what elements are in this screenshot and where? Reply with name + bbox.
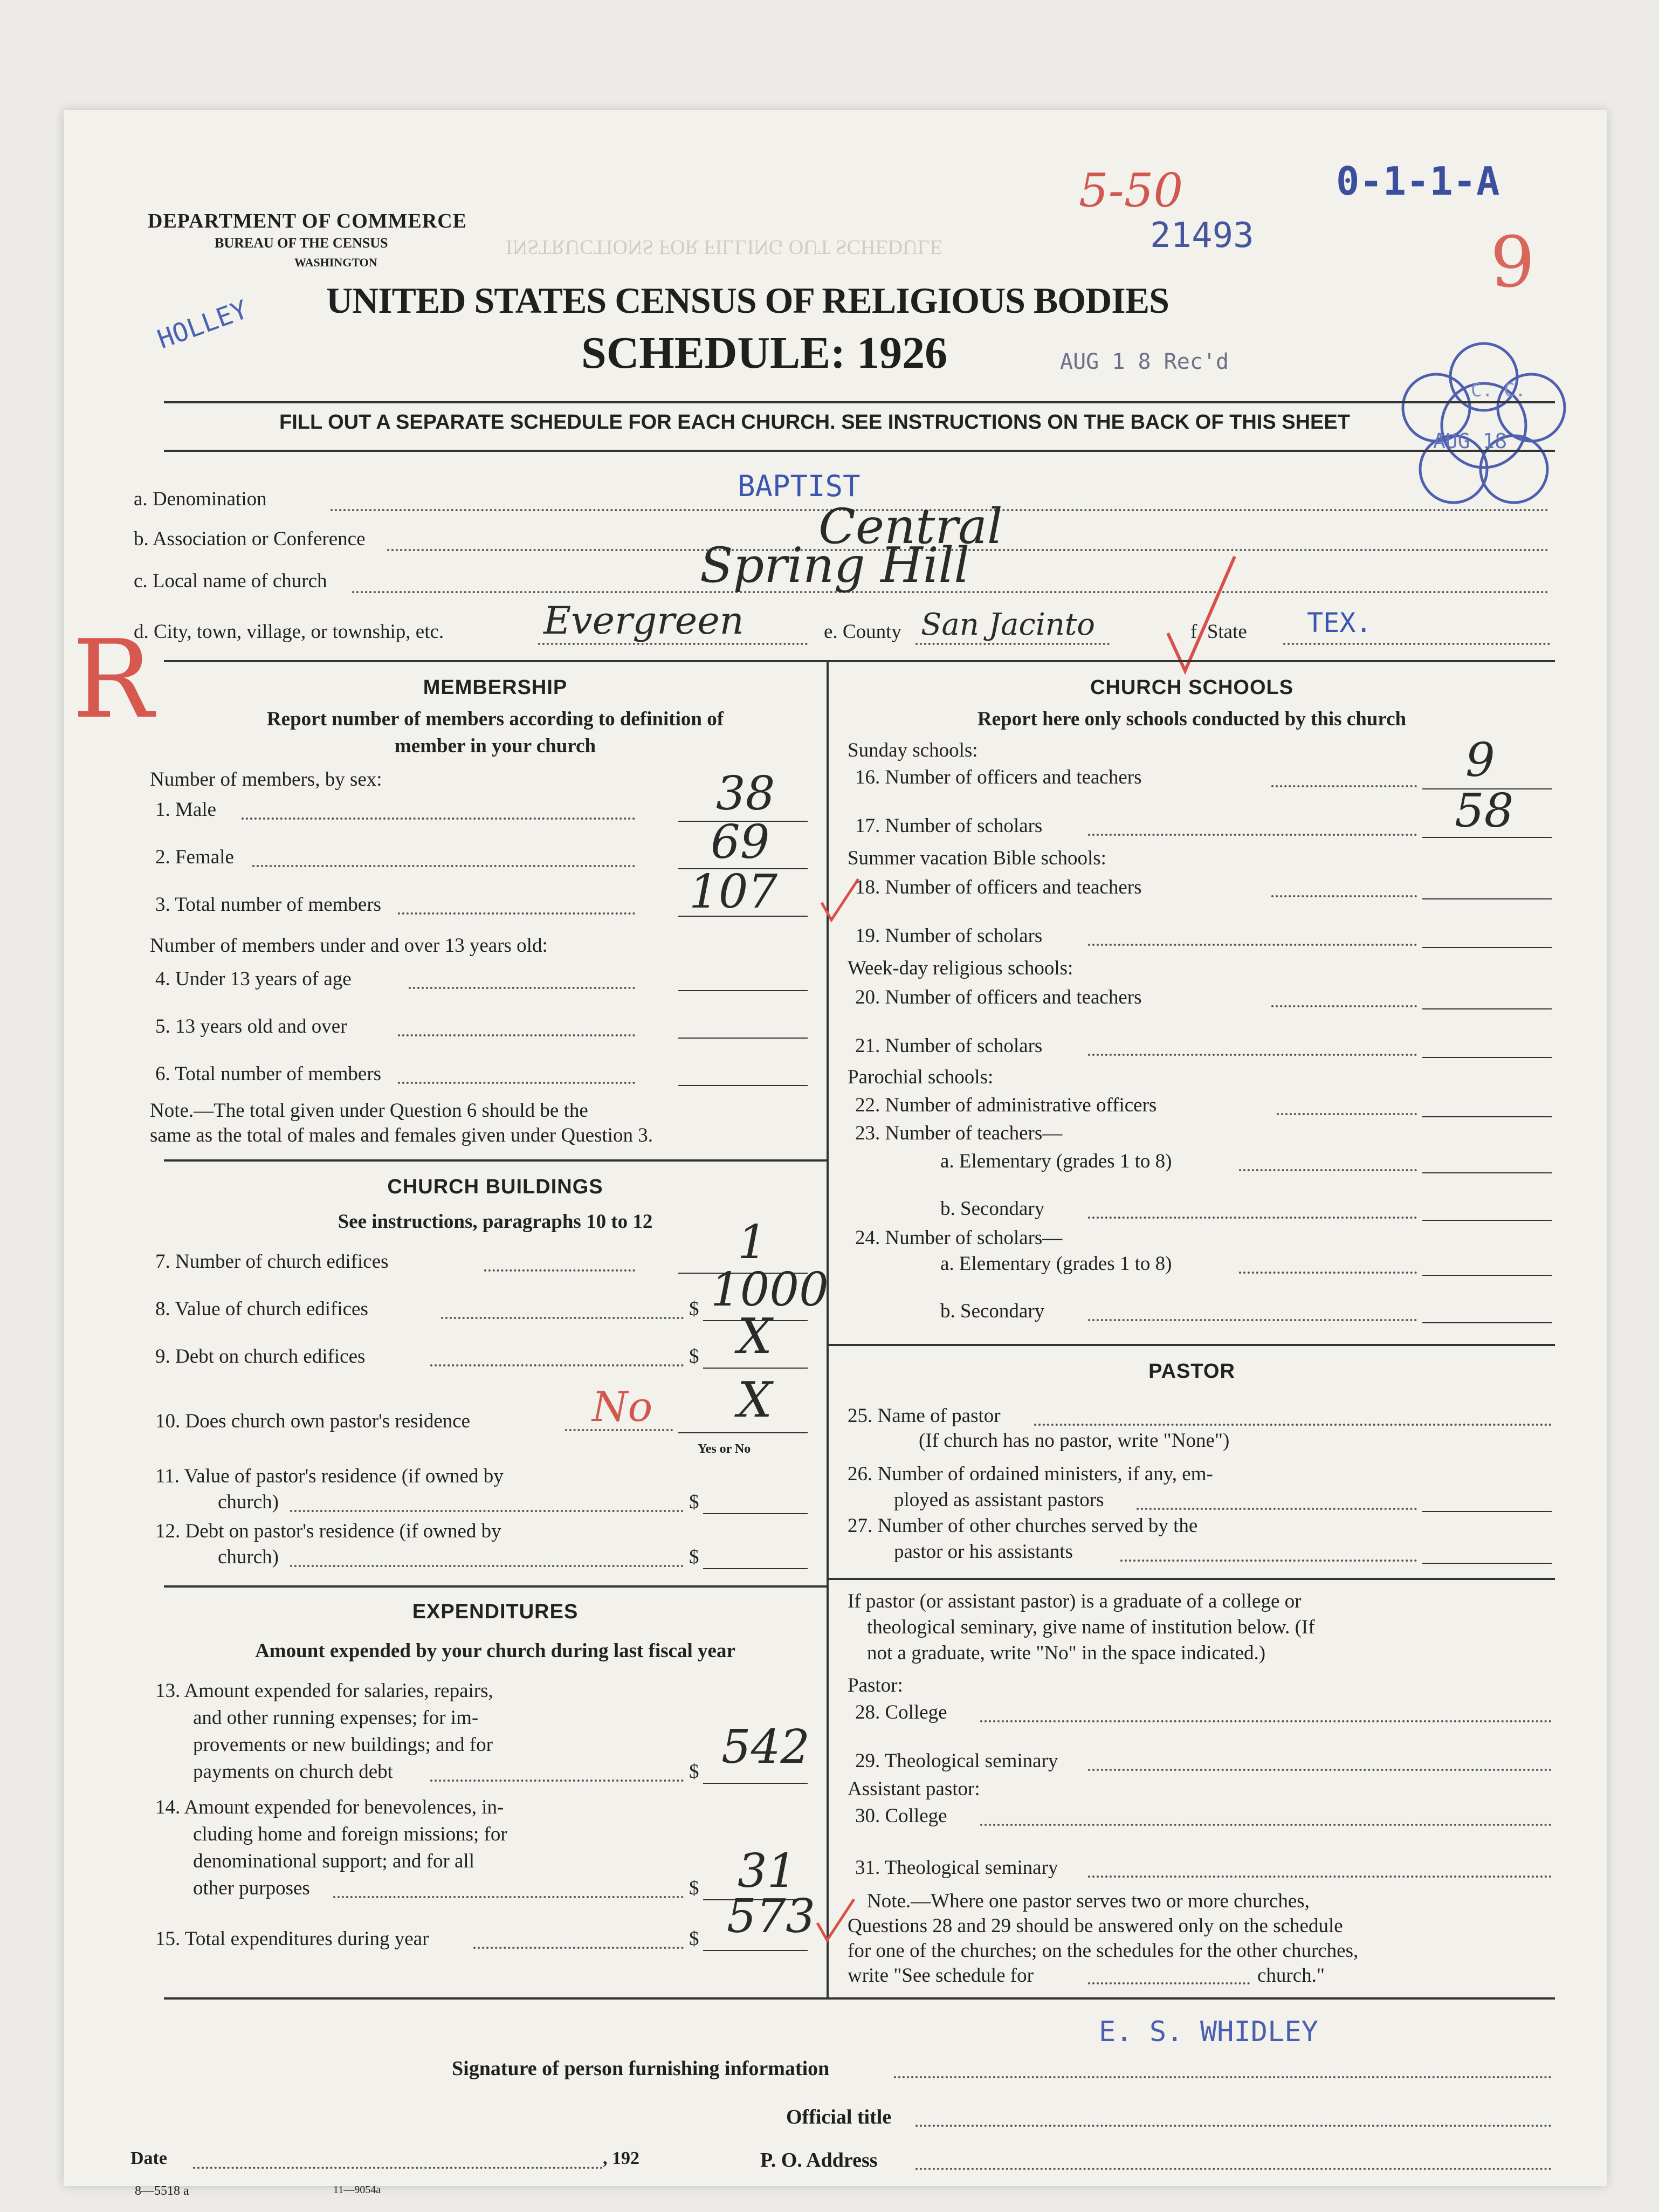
admin-officers-dots [1277,1113,1417,1115]
sunday-scholars-dots [1088,834,1417,836]
header-bottom-rule [164,450,1555,452]
residence-debt-line [703,1568,808,1569]
census-schedule-paper [64,110,1607,2198]
church-edifices-value-value: 1000 [711,1263,829,1317]
expenditures-heading: EXPENDITURES [412,1600,579,1623]
total-members-2-label: 6. Total number of members [155,1063,382,1085]
denomination-value: BAPTIST [738,469,861,503]
summer-officers-dots [1271,895,1417,897]
other-churches-line [1422,1563,1552,1564]
graduate-instruction-2: theological seminary, give name of institution below. (If [867,1616,1315,1638]
city-line [538,643,808,645]
pastor-seminary-dots [1088,1769,1552,1771]
teachers-secondary-label: b. Secondary [940,1198,1045,1220]
membership-subheading-2: member in your church [394,735,596,757]
assistant-seminary-label: 31. Theological seminary [855,1857,1058,1879]
residence-debt-dots [290,1565,684,1567]
city-value: Evergreen [543,599,744,643]
total-members-2-dots [398,1082,635,1084]
local-name-label: c. Local name of church [134,570,327,592]
other-churches-label-1: 27. Number of other churches served by the [848,1515,1198,1537]
membership-note-2: same as the total of males and females given under Question 3. [150,1124,653,1146]
summer-officers-line [1422,898,1552,899]
summer-scholars-line [1422,947,1552,948]
running-expenses-label-4: payments on church debt [193,1761,393,1783]
female-dots [252,865,635,867]
over-13-label: 5. 13 years old and over [155,1015,347,1038]
schools-bottom-rule [829,1344,1555,1346]
running-expenses-value: 542 [721,1720,810,1774]
benevolences-dollar: $ [689,1877,699,1899]
under-13-answer-line [678,990,808,991]
male-label: 1. Male [155,799,217,821]
date-label: Date [130,2148,167,2168]
church-edifices-value-dots [441,1317,684,1319]
residence-value-dollar: $ [689,1491,699,1513]
benevolences-dots [333,1896,684,1898]
buildings-subheading: See instructions, paragraphs 10 to 12 [338,1211,653,1233]
owns-residence-mark: X [738,1372,773,1428]
county-line [915,643,1110,645]
benevolences-value: 31 [738,1844,797,1898]
weekday-scholars-dots [1088,1054,1417,1056]
department-heading: DEPARTMENT OF COMMERCE [148,210,467,232]
signature-name-stamp: E. S. WHIDLEY [1099,2016,1318,2048]
pastor-note-3: for one of the churches; on the schedules for the other churches, [848,1940,1359,1962]
pastor-education-label: Pastor: [848,1674,903,1696]
church-schools-subheading: Report here only schools conducted by this church [977,708,1407,730]
church-edifices-value-label: 8. Value of church edifices [155,1298,368,1320]
benevolences-label-1: 14. Amount expended for benevolences, in- [155,1796,504,1818]
other-churches-label-2: pastor or his assistants [894,1541,1073,1563]
red-checkmark [1164,552,1239,682]
male-value: 38 [716,767,775,821]
residence-value-label-2: church) [218,1491,279,1513]
pastor-note-dots [1088,1982,1250,1984]
schedule-title: SCHEDULE: 1926 [581,328,948,378]
pastor-heading: PASTOR [1148,1360,1235,1383]
residence-value-dots [290,1510,684,1512]
pastor-college-label: 28. College [855,1701,947,1723]
female-value: 69 [711,815,770,869]
received-date-stamp: AUG 1 8 Rec'd [1060,349,1229,374]
graduate-instruction-3: not a graduate, write "No" in the space indicated.) [867,1642,1266,1664]
classification-stamp: 0-1-1-A [1336,159,1500,204]
weekday-officers-label: 20. Number of officers and teachers [855,986,1142,1008]
assistant-ministers-label-2: ployed as assistant pastors [894,1489,1104,1511]
signature-label: Signature of person furnishing information [452,2057,830,2080]
bureau-heading: BUREAU OF THE CENSUS [215,235,388,251]
pastor-name-dots [1034,1424,1552,1426]
scholars-secondary-dots [1088,1319,1417,1321]
residence-value-label-1: 11. Value of pastor's residence (if owned by [155,1465,504,1487]
pastor-divider-rule [829,1578,1555,1580]
church-edifices-value-dollar: $ [689,1298,699,1320]
print-number: 11—9054a [333,2184,381,2196]
total-expenditures-label: 15. Total expenditures during year [155,1928,429,1950]
total-expenditures-line [703,1950,808,1951]
church-edifices-count-label: 7. Number of church edifices [155,1251,389,1273]
official-title-label: Official title [786,2106,892,2128]
total-expenditures-dollar: $ [689,1928,699,1950]
residence-value-line [703,1513,808,1514]
running-expenses-line [703,1783,808,1784]
running-expenses-label-1: 13. Amount expended for salaries, repairs, [155,1680,493,1702]
pastor-name-label: 25. Name of pastor [848,1405,1001,1427]
state-label: f. State [1190,621,1247,643]
church-edifices-count-value: 1 [738,1215,767,1269]
owns-residence-value: No [592,1383,653,1431]
pastor-name-instruction: (If church has no pastor, write "None") [919,1430,1230,1452]
scholars-secondary-line [1422,1322,1552,1323]
total-expenditures-dots [473,1947,684,1949]
expenditures-subheading: Amount expended by your church during last fiscal year [255,1640,735,1662]
residence-debt-label-2: church) [218,1546,279,1568]
owns-residence-label: 10. Does church own pastor's residence [155,1410,471,1432]
red-handwritten-number: 5-50 [1079,164,1183,218]
city-label: d. City, town, village, or township, etc. [134,621,444,643]
benevolences-label-4: other purposes [193,1877,310,1899]
under-13-dots [409,987,635,989]
association-value: Central [818,498,1003,555]
state-value: TEX. [1307,607,1372,638]
admin-officers-line [1422,1116,1552,1117]
residence-debt-dollar: $ [689,1546,699,1568]
parochial-schools-label: Parochial schools: [848,1066,994,1088]
separate-schedule-instruction: FILL OUT A SEPARATE SCHEDULE FOR EACH CHURCH. SEE INSTRUCTIONS ON THE BACK OF THIS SHEET [279,411,1350,434]
po-address-label: P. O. Address [760,2149,878,2172]
church-debt-dollar: $ [689,1345,699,1368]
weekday-schools-label: Week-day religious schools: [848,957,1073,979]
pastor-note-4-end: church." [1257,1964,1325,1987]
sunday-officers-label: 16. Number of officers and teachers [855,766,1142,788]
summer-schools-label: Summer vacation Bible schools: [848,847,1106,869]
church-debt-dots [430,1364,684,1366]
summer-scholars-label: 19. Number of scholars [855,925,1043,947]
members-by-sex-label: Number of members, by sex: [150,768,382,791]
running-expenses-label-2: and other running expenses; for im- [193,1707,479,1729]
header-top-rule [164,401,1555,403]
pastor-seminary-label: 29. Theological seminary [855,1750,1058,1772]
running-expenses-label-3: provements or new buildings; and for [193,1734,493,1756]
pastor-note-2: Questions 28 and 29 should be answered only on the schedule [848,1915,1343,1937]
flower-stamp-date: AUG 18 [1433,429,1507,453]
holley-name-stamp: HOLLEY [153,294,252,355]
county-value: San Jacinto [921,607,1096,642]
under-over-13-label: Number of members under and over 13 years old: [150,935,548,957]
female-label: 2. Female [155,846,234,868]
teachers-label: 23. Number of teachers— [855,1122,1063,1144]
assistant-college-label: 30. College [855,1805,947,1827]
red-handwritten-nine: 9 [1490,221,1535,303]
membership-subheading-1: Report number of members according to definition of [266,708,724,730]
scholars-label: 24. Number of scholars— [855,1227,1063,1249]
scholars-secondary-label: b. Secondary [940,1300,1045,1322]
state-line [1283,643,1550,645]
sunday-officers-value: 9 [1465,733,1495,787]
summer-scholars-dots [1088,944,1417,946]
assistant-seminary-dots [1088,1876,1552,1878]
weekday-scholars-label: 21. Number of scholars [855,1035,1043,1057]
benevolences-label-3: denominational support; and for all [193,1850,474,1872]
bleed-through-text: INSTRUCTIONS FOR FILLING OUT SCHEDULE [506,236,942,258]
graduate-instruction-1: If pastor (or assistant pastor) is a graduate of a college or [848,1590,1302,1612]
running-expenses-dots [430,1780,684,1782]
pastor-college-dots [980,1720,1552,1722]
membership-note-1: Note.—The total given under Question 6 should be the [150,1100,588,1122]
residence-debt-label-1: 12. Debt on pastor's residence (if owned by [155,1520,501,1542]
washington-heading: WASHINGTON [294,256,377,269]
total-members-label: 3. Total number of members [155,894,382,916]
male-dots [242,818,635,820]
sunday-schools-label: Sunday schools: [848,739,978,761]
body-top-rule [164,660,1555,662]
total-expenditures-value: 573 [727,1890,816,1943]
flower-received-stamp [1392,336,1575,514]
under-13-label: 4. Under 13 years of age [155,968,352,990]
sunday-scholars-label: 17. Number of scholars [855,815,1043,837]
po-address-line [915,2168,1552,2170]
official-title-line [915,2125,1552,2127]
scholars-elementary-dots [1239,1272,1417,1274]
weekday-officers-line [1422,1008,1552,1009]
yes-or-no-caption: Yes or No [698,1442,751,1456]
signature-line [894,2076,1552,2078]
county-label: e. County [824,621,901,643]
sunday-scholars-value: 58 [1455,784,1514,838]
red-handwritten-r: R [72,617,154,743]
assistant-ministers-dots [1137,1508,1417,1510]
body-bottom-rule [164,1997,1555,2000]
church-debt-label: 9. Debt on church edifices [155,1345,366,1368]
weekday-scholars-line [1422,1057,1552,1058]
church-schools-heading: CHURCH SCHOOLS [1090,676,1294,699]
denomination-label: a. Denomination [134,488,267,510]
running-expenses-dollar: $ [689,1761,699,1783]
scholars-elementary-label: a. Elementary (grades 1 to 8) [940,1253,1172,1275]
buildings-bottom-rule [164,1585,827,1588]
assistant-pastor-label: Assistant pastor: [848,1778,980,1800]
church-debt-value: X [738,1308,773,1365]
assistant-ministers-label-1: 26. Number of ordained ministers, if any, em- [848,1463,1213,1485]
teachers-secondary-line [1422,1220,1552,1221]
form-title: UNITED STATES CENSUS OF RELIGIOUS BODIES [326,280,1169,321]
other-churches-dots [1120,1560,1417,1562]
teachers-elementary-dots [1239,1169,1417,1171]
pastor-note-1: Note.—Where one pastor serves two or more churches, [867,1890,1310,1912]
membership-bottom-rule [164,1159,827,1162]
sunday-officers-dots [1271,785,1417,787]
over-13-answer-line [678,1038,808,1039]
benevolences-label-2: cluding home and foreign missions; for [193,1823,507,1845]
owns-residence-line [678,1432,808,1433]
buildings-heading: CHURCH BUILDINGS [387,1176,603,1198]
teachers-elementary-line [1422,1172,1552,1173]
church-edifices-count-dots [484,1269,635,1272]
pastor-note-4: write "See schedule for [848,1964,1034,1987]
church-debt-line [703,1368,808,1369]
summer-officers-label: 18. Number of officers and teachers [855,876,1142,898]
file-number-stamp: 21493 [1150,216,1254,256]
membership-heading: MEMBERSHIP [423,676,568,699]
total-members-dots [398,912,635,915]
teachers-elementary-label: a. Elementary (grades 1 to 8) [940,1150,1172,1172]
form-number: 8—5518 a [135,2184,189,2198]
teachers-secondary-dots [1088,1217,1417,1219]
over-13-dots [398,1034,635,1036]
local-name-value: Spring Hill [700,537,970,594]
total-members-2-answer-line [678,1085,808,1086]
assistant-ministers-line [1422,1511,1552,1512]
admin-officers-label: 22. Number of administrative officers [855,1094,1157,1116]
flower-stamp-initials: C. C. [1471,380,1526,401]
scholars-elementary-line [1422,1275,1552,1276]
assistant-college-dots [980,1824,1552,1826]
date-line [193,2167,603,2169]
weekday-officers-dots [1271,1005,1417,1007]
date-year: , 192 [603,2148,639,2168]
column-divider [827,660,829,1997]
total-members-value: 107 [689,865,778,919]
association-label: b. Association or Conference [134,528,366,550]
